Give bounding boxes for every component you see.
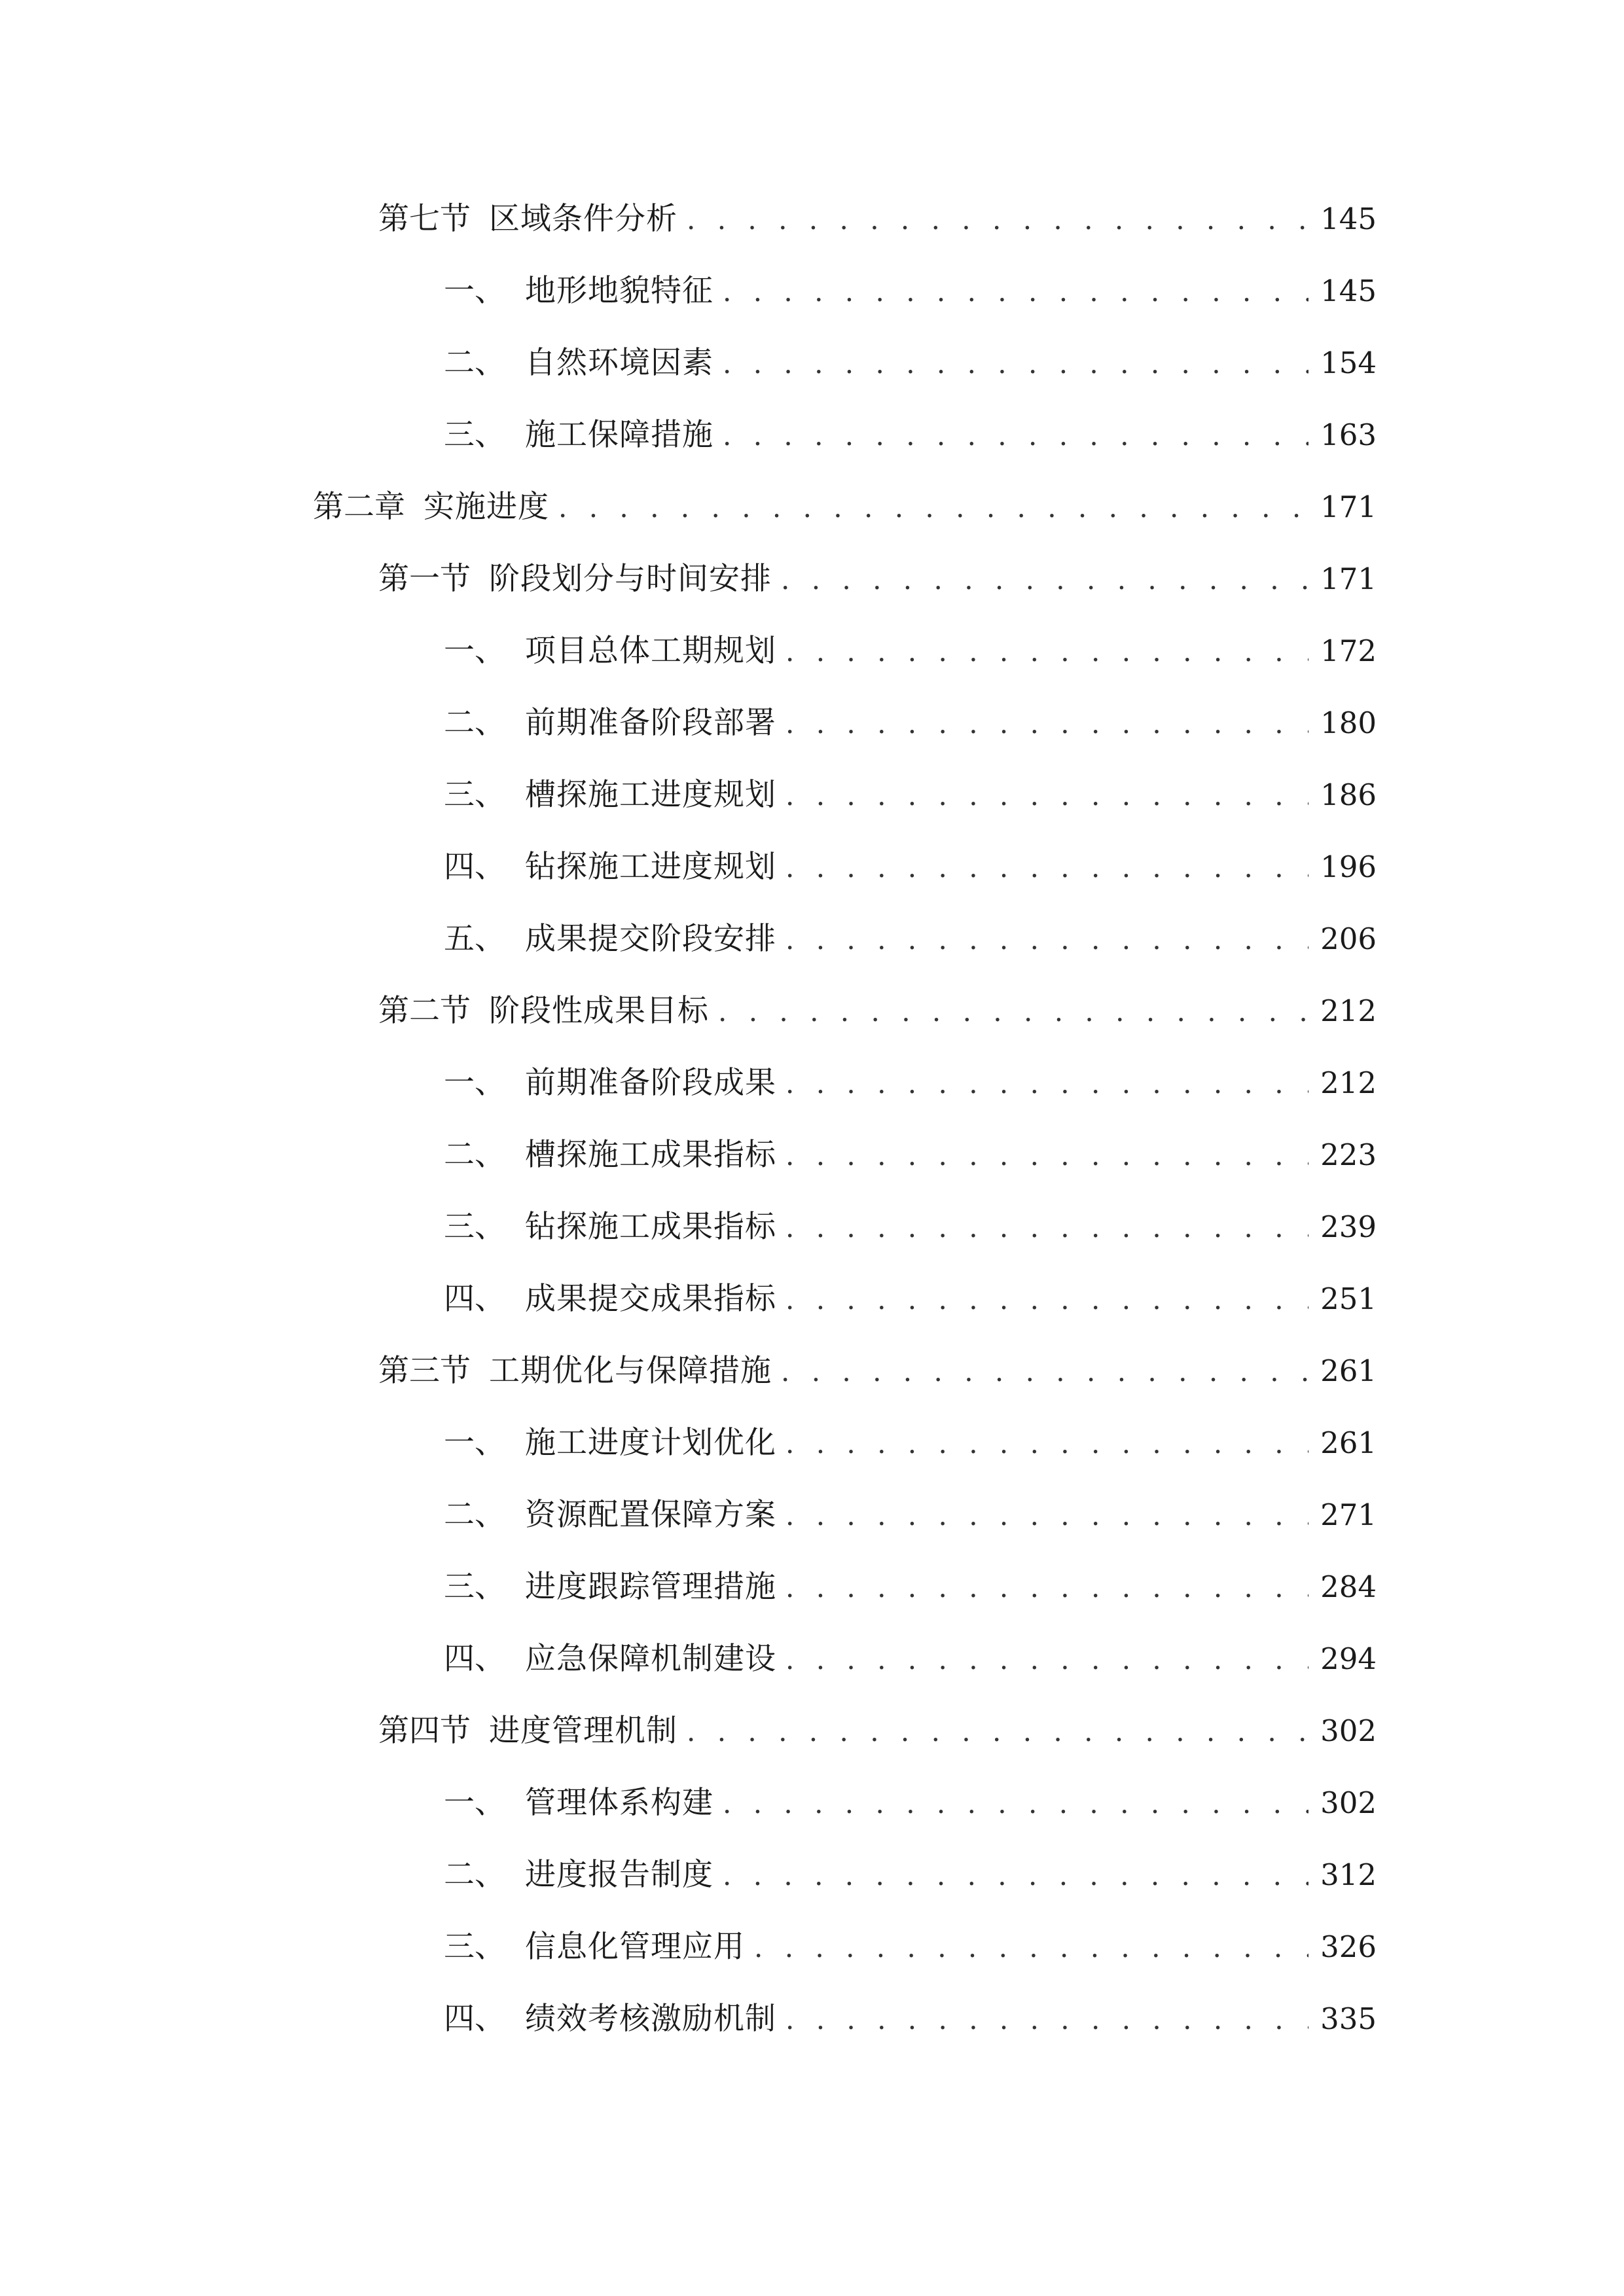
toc-entry[interactable] <box>378 1708 1377 1754</box>
toc-entry-number: 一、 <box>444 1425 505 1461</box>
toc-entry[interactable] <box>378 1348 1377 1394</box>
toc-page-number: 163 <box>1320 418 1377 452</box>
toc-entry-number: 四、 <box>444 1281 505 1317</box>
toc-entry[interactable] <box>444 1060 1377 1106</box>
toc-entry-title: 进度管理机制 <box>489 1713 677 1749</box>
toc-entry-title: 进度跟踪管理措施 <box>525 1569 776 1605</box>
toc-entry-number: 四、 <box>444 849 505 885</box>
toc-entry-title: 施工保障措施 <box>525 417 713 453</box>
dot-leader <box>723 269 1308 315</box>
toc-page-number: 212 <box>1320 1066 1377 1100</box>
toc-entry-title: 前期准备阶段成果 <box>525 1065 776 1101</box>
toc-page-number: 294 <box>1320 1641 1377 1676</box>
toc-entry[interactable] <box>444 844 1377 890</box>
dot-leader <box>785 1997 1308 2043</box>
toc-entry[interactable] <box>378 196 1377 242</box>
toc-entry-number: 第二节 <box>378 993 471 1029</box>
toc-entry-title: 钻探施工进度规划 <box>525 849 776 885</box>
dot-leader <box>781 1349 1308 1395</box>
toc-entry-title: 成果提交成果指标 <box>525 1281 776 1317</box>
toc-entry[interactable] <box>444 268 1377 314</box>
toc-entry-number: 一、 <box>444 273 505 309</box>
dot-leader <box>687 1709 1308 1755</box>
toc-page-number: 271 <box>1320 1498 1377 1532</box>
toc-page-number: 212 <box>1320 994 1377 1028</box>
toc-entry-title: 应急保障机制建设 <box>525 1641 776 1677</box>
toc-entry-title: 钻探施工成果指标 <box>525 1209 776 1245</box>
dot-leader <box>723 1781 1308 1827</box>
toc-entry-number: 五、 <box>444 921 505 957</box>
dot-leader <box>781 557 1308 603</box>
dot-leader <box>785 1061 1308 1107</box>
toc-page-number: 180 <box>1320 706 1377 740</box>
toc-page-number: 186 <box>1320 778 1377 812</box>
toc-entry[interactable] <box>444 340 1377 386</box>
toc-page-number: 312 <box>1320 1857 1377 1892</box>
dot-leader <box>718 989 1308 1035</box>
toc-entry[interactable] <box>444 628 1377 674</box>
toc-entry-number: 二、 <box>444 345 505 381</box>
toc-entry-title: 管理体系构建 <box>525 1785 713 1821</box>
toc-entry[interactable] <box>444 1492 1377 1538</box>
toc-entry-title: 自然环境因素 <box>525 345 713 381</box>
dot-leader <box>785 1277 1308 1323</box>
toc-entry-title: 阶段划分与时间安排 <box>489 561 772 597</box>
toc-entry[interactable] <box>444 916 1377 962</box>
toc-entry-number: 第三节 <box>378 1353 471 1389</box>
toc-entry[interactable] <box>444 412 1377 458</box>
toc-page-number: 172 <box>1320 634 1377 668</box>
toc-entry[interactable] <box>444 1780 1377 1826</box>
toc-entry-number: 第七节 <box>378 201 471 237</box>
dot-leader <box>785 1205 1308 1251</box>
toc-entry-title: 地形地貌特征 <box>525 273 713 309</box>
toc-page-number: 239 <box>1320 1210 1377 1244</box>
dot-leader <box>785 701 1308 747</box>
toc-entry[interactable] <box>378 556 1377 602</box>
dot-leader <box>785 629 1308 675</box>
toc-entry[interactable] <box>313 484 1377 530</box>
toc-entry-number: 二、 <box>444 1497 505 1533</box>
toc-page-number: 196 <box>1320 850 1377 884</box>
toc-entry-number: 三、 <box>444 417 505 453</box>
toc-entry[interactable] <box>444 1564 1377 1610</box>
toc-entry-number: 三、 <box>444 1569 505 1605</box>
toc-entry[interactable] <box>444 1132 1377 1178</box>
toc-page-number: 261 <box>1320 1354 1377 1388</box>
toc-page-number: 261 <box>1320 1426 1377 1460</box>
toc-entry-number: 三、 <box>444 1929 505 1965</box>
toc-entry-number: 第一节 <box>378 561 471 597</box>
dot-leader <box>723 341 1308 387</box>
dot-leader <box>754 1925 1308 1971</box>
dot-leader <box>785 1421 1308 1467</box>
toc-entry[interactable] <box>444 1852 1377 1898</box>
dot-leader <box>558 485 1308 531</box>
dot-leader <box>785 917 1308 963</box>
toc-entry-title: 施工进度计划优化 <box>525 1425 776 1461</box>
toc-entry-title: 槽探施工成果指标 <box>525 1137 776 1173</box>
toc-entry[interactable] <box>444 1924 1377 1970</box>
toc-entry[interactable] <box>444 1276 1377 1322</box>
toc-entry-title: 成果提交阶段安排 <box>525 921 776 957</box>
toc-entry-number: 一、 <box>444 633 505 669</box>
dot-leader <box>785 1637 1308 1683</box>
toc-entry-title: 资源配置保障方案 <box>525 1497 776 1533</box>
toc-entry[interactable] <box>444 1204 1377 1250</box>
toc-entry-title: 阶段性成果目标 <box>489 993 709 1029</box>
toc-entry-number: 第四节 <box>378 1713 471 1749</box>
dot-leader <box>687 197 1308 243</box>
toc-entry-number: 二、 <box>444 1137 505 1173</box>
toc-entry[interactable] <box>444 1636 1377 1682</box>
toc-page-number: 145 <box>1320 202 1377 236</box>
toc-page-number: 326 <box>1320 1929 1377 1964</box>
toc-entry-title: 工期优化与保障措施 <box>489 1353 772 1389</box>
toc-entry-number: 四、 <box>444 1641 505 1677</box>
toc-entry[interactable] <box>444 700 1377 746</box>
toc-entry-title: 槽探施工进度规划 <box>525 777 776 813</box>
toc-entry[interactable] <box>444 1420 1377 1466</box>
toc-entry-title: 进度报告制度 <box>525 1857 713 1893</box>
toc-entry-number: 二、 <box>444 1857 505 1893</box>
toc-entry-number: 二、 <box>444 705 505 741</box>
toc-entry-number: 三、 <box>444 777 505 813</box>
toc-page-number: 284 <box>1320 1570 1377 1604</box>
toc-entry-number: 一、 <box>444 1785 505 1821</box>
toc-entry-number: 四、 <box>444 2001 505 2037</box>
dot-leader <box>785 1565 1308 1611</box>
toc-page-number: 206 <box>1320 922 1377 956</box>
dot-leader <box>785 1493 1308 1539</box>
toc-page-number: 154 <box>1320 346 1377 380</box>
toc-page-number: 171 <box>1320 562 1377 596</box>
toc-entry-title: 前期准备阶段部署 <box>525 705 776 741</box>
toc-entry-title: 实施进度 <box>424 489 549 525</box>
toc-page-number: 251 <box>1320 1282 1377 1316</box>
toc-page-number: 302 <box>1320 1785 1377 1820</box>
toc-entry-number: 三、 <box>444 1209 505 1245</box>
toc-page-number: 302 <box>1320 1713 1377 1748</box>
dot-leader <box>723 1853 1308 1899</box>
dot-leader <box>785 1133 1308 1179</box>
toc-entry-number: 一、 <box>444 1065 505 1101</box>
toc-entry[interactable] <box>378 988 1377 1034</box>
toc-entry-title: 信息化管理应用 <box>525 1929 745 1965</box>
toc-entry-title: 项目总体工期规划 <box>525 633 776 669</box>
toc-entry-number: 第二章 <box>313 489 405 525</box>
toc-page-number: 223 <box>1320 1138 1377 1172</box>
toc-entry[interactable] <box>444 772 1377 818</box>
toc-entry-title: 绩效考核激励机制 <box>525 2001 776 2037</box>
toc-page-number: 145 <box>1320 274 1377 308</box>
dot-leader <box>785 845 1308 891</box>
dot-leader <box>785 773 1308 819</box>
toc-page-number: 335 <box>1320 2001 1377 2036</box>
toc-page-number: 171 <box>1320 490 1377 524</box>
toc-entry[interactable] <box>444 1996 1377 2042</box>
dot-leader <box>723 413 1308 459</box>
toc-entry-title: 区域条件分析 <box>489 201 677 237</box>
